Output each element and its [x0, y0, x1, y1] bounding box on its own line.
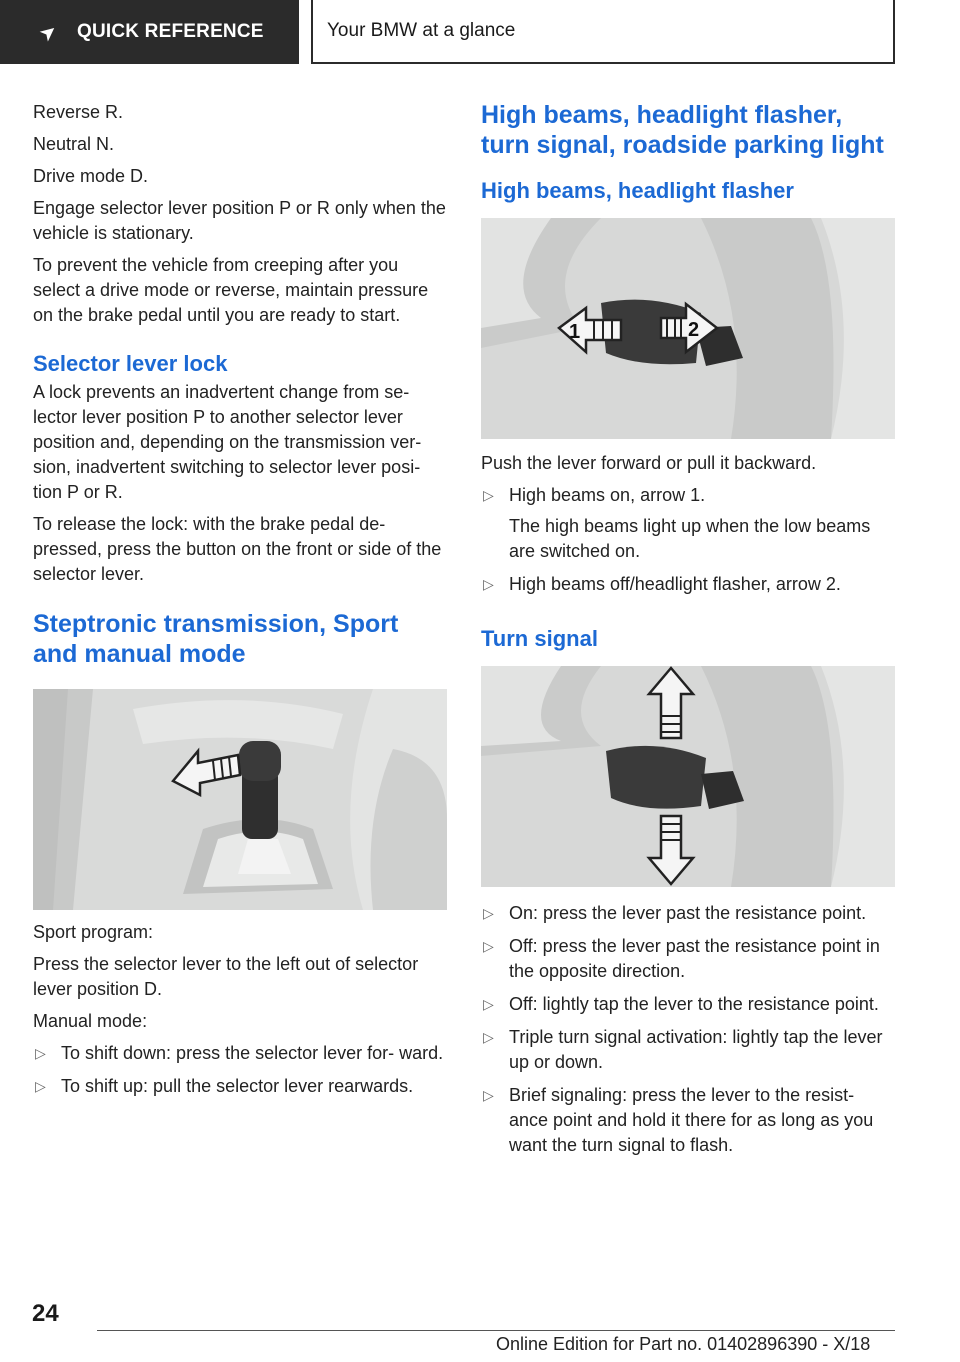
- list-item: [481, 572, 895, 597]
- arrow-label-1: 1: [569, 321, 581, 343]
- selector-lever-illustration: [33, 689, 447, 910]
- pin-icon: ➤: [35, 18, 63, 47]
- chapter-tab[interactable]: [311, 0, 895, 64]
- body-text: A lock prevents an inadvertent change from se‐ lector lever position P to another selector lever position and, depending on the transmission ver‐ sion, inadvertent switching to selector lever posi‐ tion P or R.: [33, 382, 422, 502]
- turn-signal-illustration: [481, 666, 895, 887]
- bullet-text: Brief signaling: press the lever to the resist‐ ance point and hold it there for as long as you want the turn signal to flash.: [509, 1085, 874, 1155]
- section-tab[interactable]: [0, 0, 299, 64]
- right-column: [481, 100, 895, 1166]
- body-text: Press the selector lever to the left out of selector lever position D.: [33, 954, 419, 999]
- bullet-text: To shift up: pull the selector lever rearwards.: [61, 1076, 414, 1096]
- selector-lever-figure: [33, 689, 447, 910]
- list-item: [33, 1074, 448, 1099]
- section-heading: Selector lever lock: [33, 351, 228, 376]
- bullet-text: Triple turn signal activation: lightly tap the lever up or down.: [509, 1027, 883, 1072]
- bullet-text: High beams on, arrow 1.: [509, 485, 706, 505]
- left-column: [33, 100, 448, 1107]
- arrow-label-2: 2: [688, 319, 700, 341]
- subsection-heading: Turn signal: [481, 626, 598, 651]
- body-text: Engage selector lever position P or R only when the vehicle is stationary.: [33, 198, 446, 243]
- bullet-text: Off: press the lever past the resistance point in the opposite direction.: [509, 936, 880, 981]
- section-heading: Steptronic transmission, Sport and manual mode: [33, 610, 399, 668]
- list-item: [481, 992, 895, 1017]
- body-text: Drive mode D.: [33, 166, 149, 186]
- body-text: To release the lock: with the brake pedal de‐ pressed, press the button on the front or side of the selector lever.: [33, 514, 442, 584]
- body-text: Reverse R.: [33, 102, 124, 122]
- section-label: QUICK REFERENCE: [76, 21, 264, 42]
- bullet-text: To shift down: press the selector lever for‐ ward.: [61, 1043, 444, 1063]
- subsection-heading: High beams, headlight flasher: [481, 178, 794, 203]
- body-text: Manual mode:: [33, 1011, 148, 1031]
- list-item: [481, 1083, 895, 1158]
- edition-text: Online Edition for Part no. 01402896390 - X/18: [496, 1334, 871, 1354]
- chapter-title: Your BMW at a glance: [327, 20, 516, 41]
- page-header: [0, 0, 960, 66]
- list-item: [481, 901, 895, 926]
- high-beams-figure: [481, 218, 895, 439]
- body-text: To prevent the vehicle from creeping after you select a drive mode or reverse, maintain pressure on the brake pedal until you are ready to start.: [33, 255, 429, 325]
- section-heading: High beams, headlight flasher, turn signal, roadside parking light: [481, 101, 884, 159]
- page-number: 24: [32, 1300, 59, 1327]
- list-item: [481, 934, 895, 984]
- bullet-subtext: The high beams light up when the low beams are switched on.: [509, 516, 871, 561]
- bullet-text: On: press the lever past the resistance point.: [509, 903, 867, 923]
- turn-signal-figure: [481, 666, 895, 887]
- list-item: [33, 1041, 448, 1066]
- list-item: [481, 483, 895, 564]
- body-text: Push the lever forward or pull it backward.: [481, 453, 817, 473]
- bullet-text: High beams off/headlight flasher, arrow 2.: [509, 574, 841, 594]
- body-text: Neutral N.: [33, 134, 115, 154]
- footer-divider: [97, 1330, 895, 1331]
- bullet-text: Off: lightly tap the lever to the resistance point.: [509, 994, 879, 1014]
- body-text: Sport program:: [33, 922, 154, 942]
- list-item: [481, 1025, 895, 1075]
- high-beams-illustration: [481, 218, 895, 439]
